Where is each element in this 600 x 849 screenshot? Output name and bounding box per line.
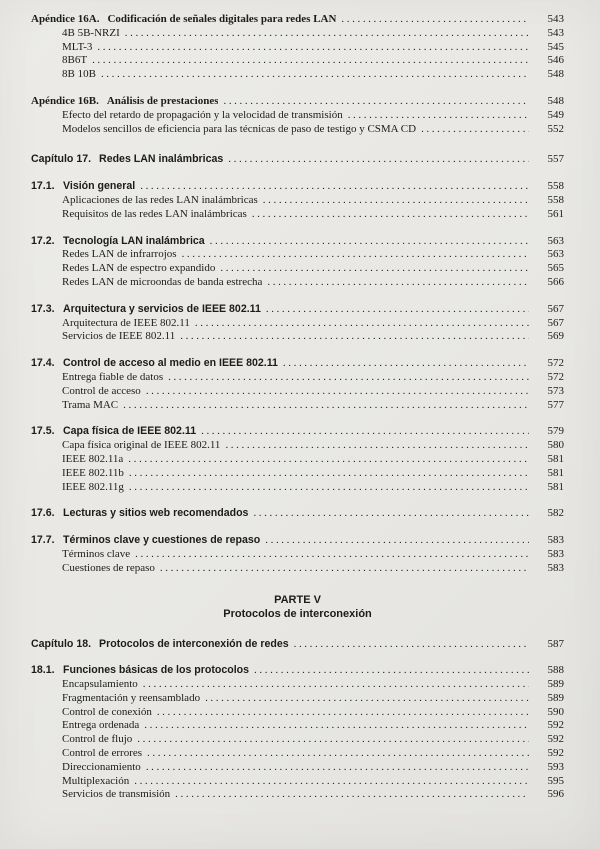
page-number: 593 xyxy=(547,760,564,773)
page-number: 566 xyxy=(547,275,564,288)
toc-entry xyxy=(31,385,564,399)
page-number: 589 xyxy=(547,691,564,704)
entry-number: 18.1. xyxy=(31,664,55,677)
toc-entry xyxy=(31,638,564,652)
toc-entry xyxy=(31,123,564,137)
dot-leader xyxy=(294,638,529,652)
dot-leader xyxy=(210,235,529,249)
entry-title: Términos clave xyxy=(62,547,131,560)
page-number: 572 xyxy=(547,370,564,383)
toc-entry xyxy=(31,534,564,548)
dot-leader xyxy=(228,153,529,167)
dot-leader xyxy=(201,425,529,439)
entry-title: Codificación de señales digitales para redes LAN xyxy=(107,13,337,25)
dot-leader xyxy=(220,262,529,276)
toc-entry xyxy=(31,303,564,317)
dot-leader xyxy=(283,357,529,371)
dot-leader xyxy=(267,276,529,290)
entry-title: IEEE 802.11b xyxy=(62,466,124,479)
toc-entry xyxy=(31,562,564,576)
dot-leader xyxy=(92,54,529,68)
toc-entry xyxy=(31,13,564,27)
page-number: 546 xyxy=(547,54,564,67)
toc-entry xyxy=(31,664,564,678)
entry-title: Cuestiones de repaso xyxy=(62,561,155,574)
entry-title: Redes LAN de infrarrojos xyxy=(62,248,177,261)
entry-title: Arquitectura y servicios de IEEE 802.11 xyxy=(63,302,261,315)
dot-leader xyxy=(128,453,529,467)
part-heading xyxy=(31,593,564,621)
dot-leader xyxy=(146,385,529,399)
entry-title: MLT-3 xyxy=(62,40,93,53)
toc-entry xyxy=(31,95,564,109)
toc-entry xyxy=(31,208,564,222)
page-number: 558 xyxy=(547,180,564,193)
entry-title: Control de acceso xyxy=(62,384,141,397)
dot-leader xyxy=(225,439,529,453)
dot-leader xyxy=(253,507,529,521)
dot-leader xyxy=(146,761,529,775)
entry-title: Direccionamiento xyxy=(62,760,141,773)
page-number: 573 xyxy=(547,384,564,397)
entry-title: Servicios de IEEE 802.11 xyxy=(62,330,176,343)
page-number: 592 xyxy=(547,733,564,746)
entry-title: Control de errores xyxy=(62,747,143,760)
page-number: 563 xyxy=(547,234,564,247)
page-number: 595 xyxy=(547,774,564,787)
dot-leader xyxy=(205,692,529,706)
entry-number: 17.5. xyxy=(31,425,55,438)
page-number: 558 xyxy=(547,193,564,206)
entry-title: Fragmentación y reensamblado xyxy=(62,691,201,704)
page-number: 587 xyxy=(547,637,564,650)
toc-entry xyxy=(31,747,564,761)
entry-title: Capa física original de IEEE 802.11 xyxy=(62,439,221,452)
entry-title: Visión general xyxy=(63,180,136,193)
page-number: 563 xyxy=(547,248,564,261)
toc-entry xyxy=(31,548,564,562)
entry-title: Entrega fiable de datos xyxy=(62,370,164,383)
entry-title: 4B 5B-NRZI xyxy=(62,26,120,39)
page-number: 580 xyxy=(547,439,564,452)
toc-entry xyxy=(31,678,564,692)
entry-title: Control de acceso al medio en IEEE 802.11 xyxy=(63,357,278,370)
entry-title: Aplicaciones de las redes LAN inalámbricas xyxy=(62,193,258,206)
page-number: 588 xyxy=(547,664,564,677)
page-number: 561 xyxy=(547,207,564,220)
page-number: 589 xyxy=(547,678,564,691)
toc-entry xyxy=(31,194,564,208)
entry-title: Tecnología LAN inalámbrica xyxy=(63,234,205,247)
toc-list xyxy=(31,13,564,802)
entry-number: 17.6. xyxy=(31,507,55,520)
toc-entry xyxy=(31,425,564,439)
page-number: 583 xyxy=(547,561,564,574)
page-number: 592 xyxy=(547,747,564,760)
dot-leader xyxy=(123,399,529,413)
dot-leader xyxy=(135,548,529,562)
toc-entry xyxy=(31,719,564,733)
dot-leader xyxy=(182,248,529,262)
toc-entry xyxy=(31,262,564,276)
dot-leader xyxy=(265,534,529,548)
dot-leader xyxy=(341,13,529,27)
entry-title: Lecturas y sitios web recomendados xyxy=(63,507,249,520)
entry-number: Capítulo 17. xyxy=(31,153,92,166)
page-number: 548 xyxy=(547,68,564,81)
entry-title: Entrega ordenada xyxy=(62,719,140,732)
dot-leader xyxy=(101,68,529,82)
page-number: 552 xyxy=(547,122,564,135)
entry-title: Términos clave y cuestiones de repaso xyxy=(63,534,261,547)
toc-entry xyxy=(31,248,564,262)
toc-entry xyxy=(31,180,564,194)
toc-entry xyxy=(31,481,564,495)
page-number: 549 xyxy=(547,108,564,121)
page-number: 596 xyxy=(547,788,564,801)
dot-leader xyxy=(195,317,529,331)
toc-entry xyxy=(31,371,564,385)
entry-title: IEEE 802.11a xyxy=(62,452,124,465)
toc-entry xyxy=(31,27,564,41)
page-number: 543 xyxy=(547,13,564,25)
toc-entry xyxy=(31,109,564,123)
toc-entry xyxy=(31,788,564,802)
dot-leader xyxy=(421,123,529,137)
dot-leader xyxy=(134,775,529,789)
entry-title: Servicios de transmisión xyxy=(62,788,171,801)
page-number: 545 xyxy=(547,40,564,53)
part-title: Protocolos de interconexión xyxy=(223,607,372,620)
page-number: 583 xyxy=(547,547,564,560)
entry-title: Redes LAN de microondas de banda estrecha xyxy=(62,275,263,288)
page-number: 565 xyxy=(547,262,564,275)
dot-leader xyxy=(263,194,529,208)
page-number: 581 xyxy=(547,480,564,493)
entry-number: 17.1. xyxy=(31,180,55,193)
page-number: 572 xyxy=(547,357,564,370)
entry-title: Trama MAC xyxy=(62,398,119,411)
entry-title: Multiplexación xyxy=(62,774,130,787)
toc-entry xyxy=(31,453,564,467)
entry-title: Encapsulamiento xyxy=(62,678,138,691)
entry-title: 8B 10B xyxy=(62,68,96,81)
dot-leader xyxy=(125,27,529,41)
toc-entry xyxy=(31,153,564,167)
entry-title: Funciones básicas de los protocolos xyxy=(63,664,250,677)
toc-entry xyxy=(31,235,564,249)
dot-leader xyxy=(144,719,529,733)
page-number: 569 xyxy=(547,330,564,343)
toc-entry xyxy=(31,68,564,82)
toc-entry xyxy=(31,507,564,521)
entry-title: Efecto del retardo de propagación y la velocidad de transmisión xyxy=(62,108,343,121)
dot-leader xyxy=(97,41,529,55)
dot-leader xyxy=(157,706,529,720)
entry-title: Redes LAN inalámbricas xyxy=(99,153,224,166)
page-number: 548 xyxy=(547,94,564,107)
toc-entry xyxy=(31,467,564,481)
page-number: 581 xyxy=(547,452,564,465)
toc-entry xyxy=(31,54,564,68)
entry-title: Capa física de IEEE 802.11 xyxy=(63,425,197,438)
entry-title: Redes LAN de espectro expandido xyxy=(62,262,216,275)
entry-number: Apéndice 16B. xyxy=(31,94,99,107)
page-number: 582 xyxy=(547,507,564,520)
entry-number: Capítulo 18. xyxy=(31,637,92,650)
entry-number: 17.3. xyxy=(31,302,55,315)
toc-entry xyxy=(31,276,564,290)
toc-entry xyxy=(31,733,564,747)
toc-entry xyxy=(31,706,564,720)
dot-leader xyxy=(223,95,529,109)
entry-title: Arquitectura de IEEE 802.11 xyxy=(62,316,190,329)
page-number: 557 xyxy=(547,153,564,166)
toc-entry xyxy=(31,775,564,789)
dot-leader xyxy=(147,747,529,761)
entry-title: Protocolos de interconexión de redes xyxy=(99,637,289,650)
toc-entry xyxy=(31,41,564,55)
dot-leader xyxy=(143,678,529,692)
page-number: 577 xyxy=(547,398,564,411)
dot-leader xyxy=(129,467,529,481)
entry-number: Apéndice 16A. xyxy=(31,13,100,25)
dot-leader xyxy=(129,481,529,495)
dot-leader xyxy=(160,562,529,576)
part-number: PARTE V xyxy=(274,593,321,606)
page-number: 567 xyxy=(547,302,564,315)
toc-entry xyxy=(31,399,564,413)
page-number: 592 xyxy=(547,719,564,732)
dot-leader xyxy=(266,303,529,317)
dot-leader xyxy=(140,180,529,194)
dot-leader xyxy=(168,371,529,385)
entry-title: 8B6T xyxy=(62,54,88,67)
entry-title: Modelos sencillos de eficiencia para las técnicas de paso de testigo y CSMA CD xyxy=(62,122,417,135)
page-number: 581 xyxy=(547,466,564,479)
page-number: 567 xyxy=(547,316,564,329)
page-number: 590 xyxy=(547,705,564,718)
entry-title: Análisis de prestaciones xyxy=(106,94,219,107)
toc-entry xyxy=(31,761,564,775)
entry-title: IEEE 802.11g xyxy=(62,480,124,493)
entry-title: Requisitos de las redes LAN inalámbricas xyxy=(62,207,247,220)
entry-number: 17.4. xyxy=(31,357,55,370)
toc-entry xyxy=(31,439,564,453)
page-number: 583 xyxy=(547,534,564,547)
toc-entry xyxy=(31,357,564,371)
entry-number: 17.7. xyxy=(31,534,55,547)
dot-leader xyxy=(180,330,529,344)
toc-entry xyxy=(31,330,564,344)
page-number: 543 xyxy=(547,26,564,39)
dot-leader xyxy=(252,208,529,222)
entry-number: 17.2. xyxy=(31,234,55,247)
toc-entry xyxy=(31,692,564,706)
dot-leader xyxy=(137,733,529,747)
page-number: 579 xyxy=(547,425,564,438)
dot-leader xyxy=(175,788,529,802)
entry-title: Control de conexión xyxy=(62,705,152,718)
dot-leader xyxy=(348,109,529,123)
dot-leader xyxy=(254,664,529,678)
entry-title: Control de flujo xyxy=(62,733,133,746)
toc-entry xyxy=(31,317,564,331)
